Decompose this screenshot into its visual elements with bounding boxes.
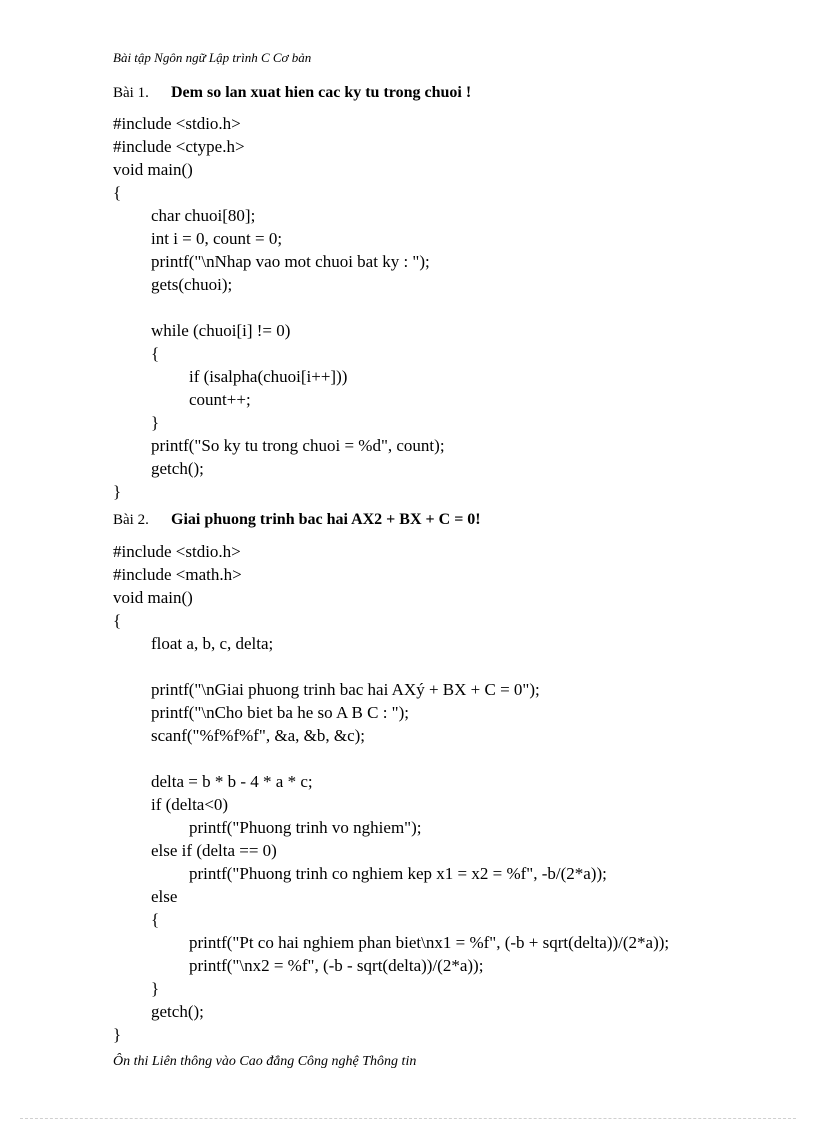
- exercise-2-title: Giai phuong trinh bac hai AX2 + BX + C = 0!: [171, 511, 481, 528]
- code-line: {: [113, 611, 122, 630]
- code-line: char chuoi[80];: [151, 206, 256, 225]
- code-line: #include <stdio.h>: [113, 542, 241, 561]
- code-line: else if (delta == 0): [151, 841, 277, 860]
- code-line: else: [151, 887, 178, 906]
- page-header: Bài tập Ngôn ngữ Lập trình C Cơ bản: [113, 50, 312, 65]
- page-footer: Ôn thi Liên thông vào Cao đẳng Công nghệ Thông tin: [113, 1054, 417, 1069]
- code-line: gets(chuoi);: [151, 275, 233, 294]
- code-line: }: [113, 482, 122, 501]
- exercise-1-title: Dem so lan xuat hien cac ky tu trong chuoi !: [171, 84, 472, 101]
- code-line: float a, b, c, delta;: [151, 634, 274, 653]
- code-line: getch();: [151, 459, 204, 478]
- code-line: int i = 0, count = 0;: [151, 229, 283, 248]
- exercise-2-heading: [113, 511, 481, 529]
- code-line: printf("\nGiai phuong trinh bac hai AXý + BX + C = 0");: [151, 680, 540, 699]
- exercise-1-code: [113, 112, 773, 503]
- code-line: #include <stdio.h>: [113, 114, 241, 133]
- exercise-1-number: Bài 1.: [113, 85, 149, 101]
- code-line: }: [113, 1025, 122, 1044]
- code-line: scanf("%f%f%f", &a, &b, &c);: [151, 726, 366, 745]
- code-line: delta = b * b - 4 * a * c;: [151, 772, 313, 791]
- code-line: #include <ctype.h>: [113, 137, 245, 156]
- exercise-2-code: [113, 540, 773, 1046]
- code-line: {: [113, 183, 122, 202]
- exercise-1-heading: [113, 84, 471, 102]
- code-line: count++;: [189, 390, 251, 409]
- code-line: [113, 655, 773, 678]
- code-line: printf("Phuong trinh co nghiem kep x1 = x2 = %f", -b/(2*a));: [189, 864, 607, 883]
- code-line: printf("So ky tu trong chuoi = %d", count);: [151, 436, 445, 455]
- code-line: printf("Phuong trinh vo nghiem");: [189, 818, 422, 837]
- code-line: printf("\nNhap vao mot chuoi bat ky : ");: [151, 252, 430, 271]
- code-line: void main(): [113, 588, 193, 607]
- code-line: printf("Pt co hai nghiem phan biet\nx1 = %f", (-b + sqrt(delta))/(2*a));: [189, 933, 670, 952]
- code-line: printf("\nCho biet ba he so A B C : ");: [151, 703, 410, 722]
- code-line: if (delta<0): [151, 795, 229, 814]
- code-line: printf("\nx2 = %f", (-b - sqrt(delta))/(2*a));: [189, 956, 484, 975]
- code-line: [113, 296, 773, 319]
- code-line: [113, 747, 773, 770]
- code-line: void main(): [113, 160, 193, 179]
- code-line: if (isalpha(chuoi[i++])): [189, 367, 348, 386]
- code-line: {: [151, 344, 160, 363]
- code-line: }: [151, 413, 160, 432]
- code-line: while (chuoi[i] != 0): [151, 321, 291, 340]
- code-line: #include <math.h>: [113, 565, 242, 584]
- page-bottom-divider: [20, 1118, 796, 1119]
- exercise-2-number: Bài 2.: [113, 512, 149, 528]
- code-line: getch();: [151, 1002, 204, 1021]
- code-line: {: [151, 910, 160, 929]
- code-line: }: [151, 979, 160, 998]
